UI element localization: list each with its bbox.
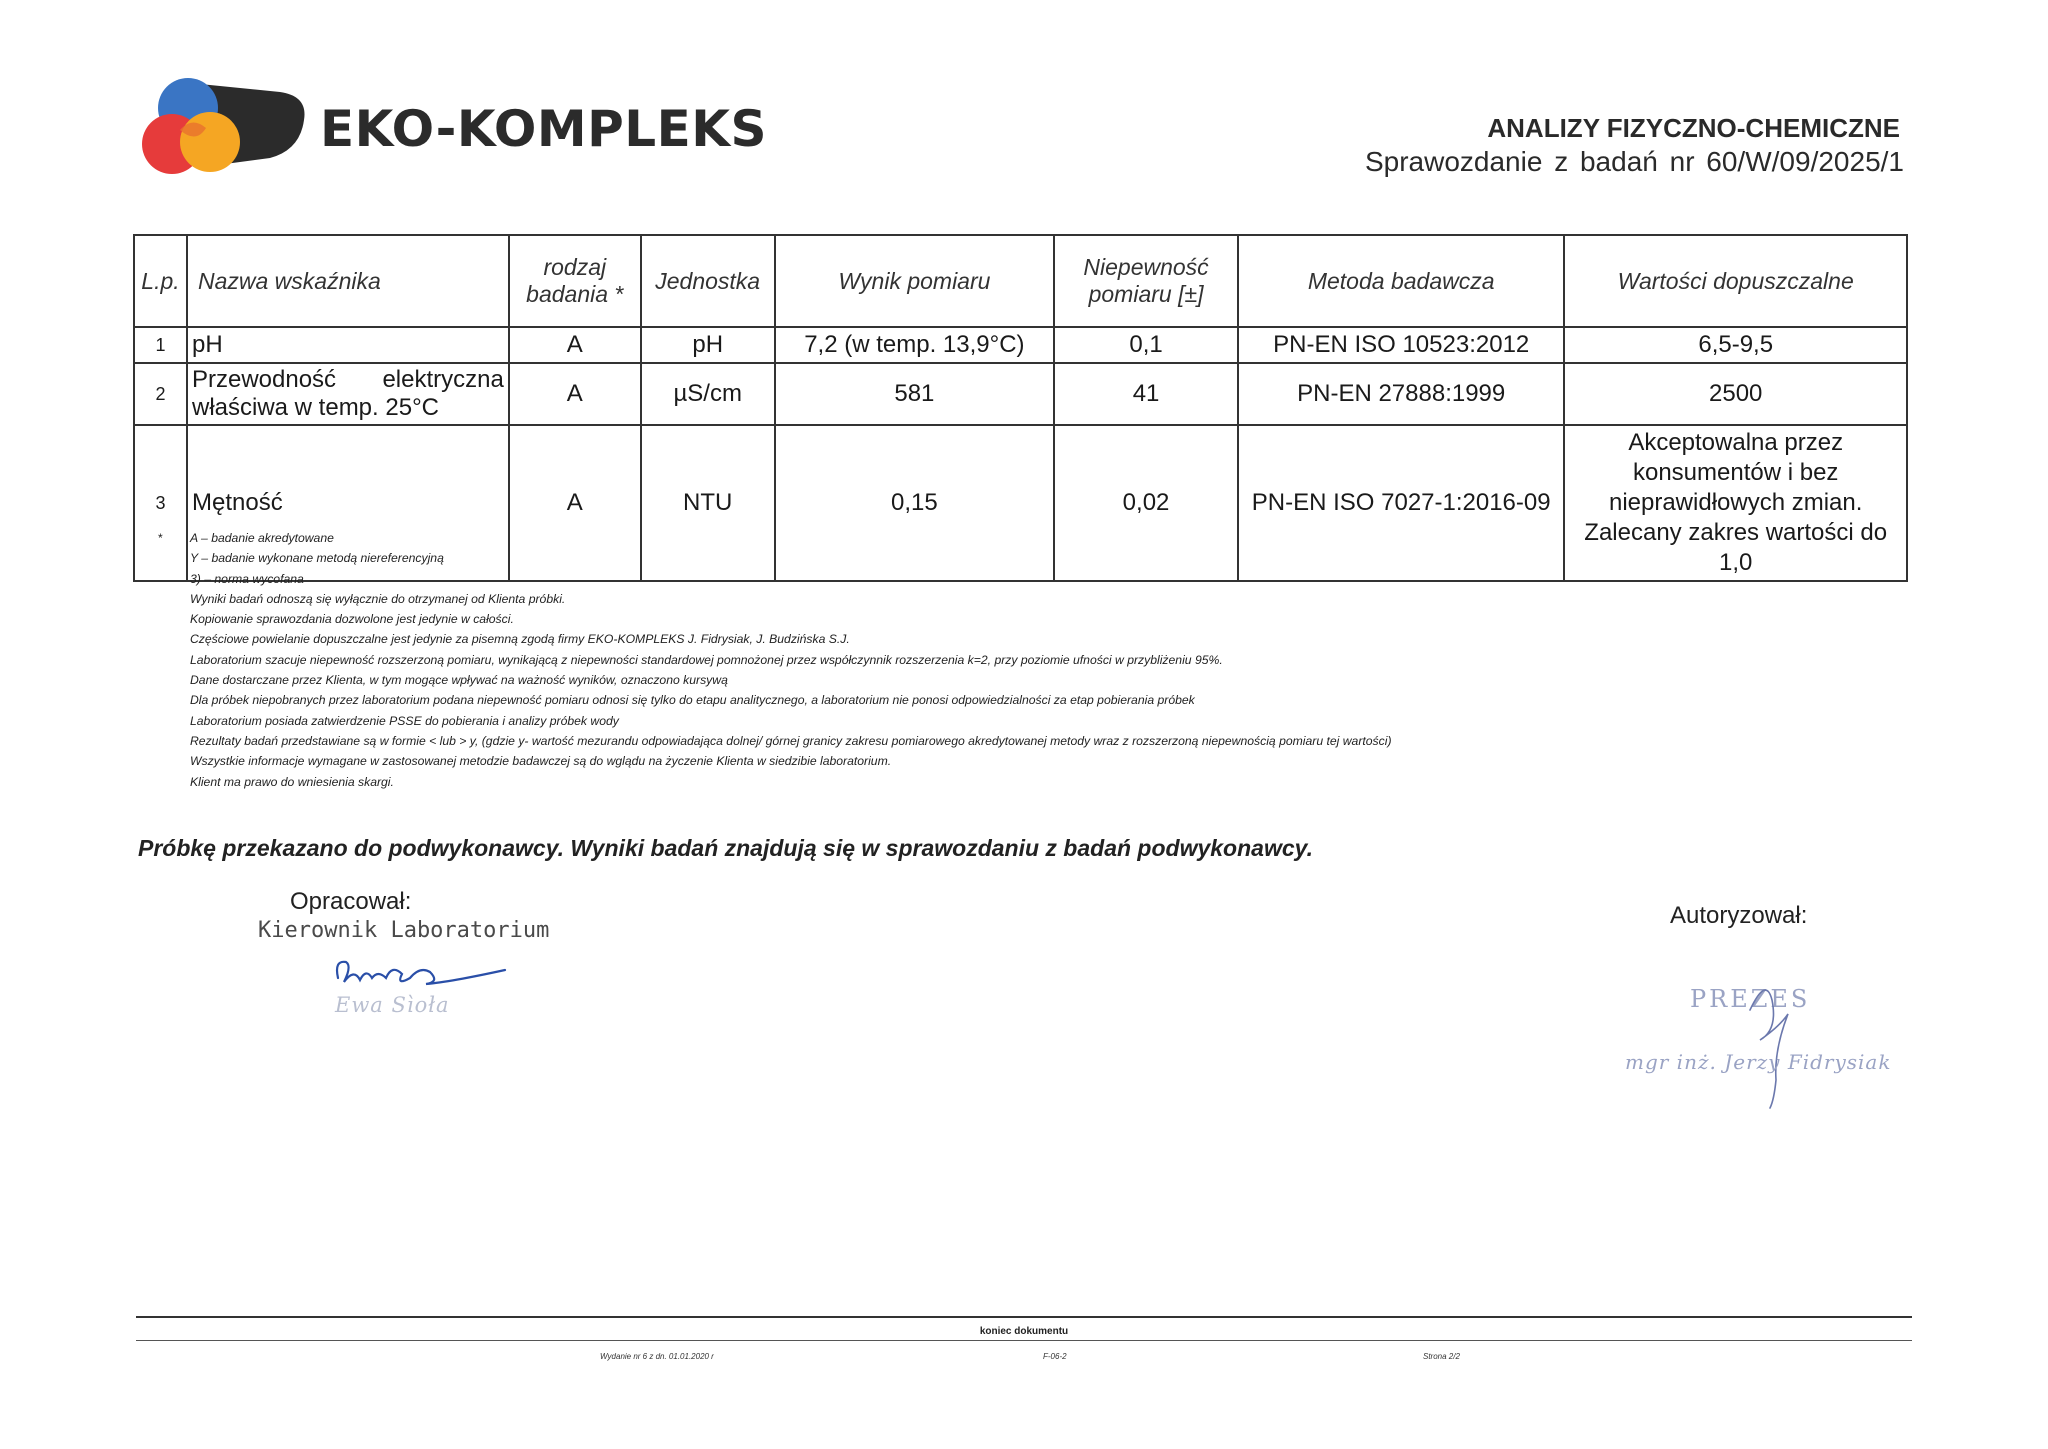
header-result: Wynik pomiaru <box>775 235 1054 327</box>
authorized-stamp: PREZES <box>1690 985 1811 1013</box>
name-line-2: właściwa w temp. 25°C <box>191 394 439 421</box>
cell-unit: NTU <box>641 425 775 581</box>
cell-method: PN-EN ISO 7027-1:2016-09 <box>1238 425 1564 581</box>
cell-name: Mętność <box>187 425 509 581</box>
cell-method: PN-EN 27888:1999 <box>1238 363 1564 425</box>
report-category: ANALIZY FIZYCZNO-CHEMICZNE <box>1487 113 1900 143</box>
cell-method: PN-EN ISO 10523:2012 <box>1238 327 1564 363</box>
signature-icon <box>1730 970 1810 1110</box>
cell-result: 0,15 <box>775 425 1054 581</box>
footnote: Dane dostarczane przez Klienta, w tym mogące wpływać na ważność wyników, oznaczono kursywą <box>190 673 728 688</box>
footer-divider <box>136 1316 1912 1318</box>
footnote-marker: * <box>158 531 163 545</box>
cell-lp: 2 <box>134 363 187 425</box>
footnote: 3) – norma wycofana <box>190 571 304 586</box>
footnote: Klient ma prawo do wniesienia skargi. <box>190 774 394 789</box>
cell-limits: Akceptowalna przez konsumentów i bez nieprawidłowych zmian. Zalecany zakres wartości do 1,0 <box>1564 425 1907 581</box>
edition-info: Wydanie nr 6 z dn. 01.01.2020 r <box>600 1352 714 1361</box>
cell-unit: pH <box>641 327 775 363</box>
footnote: Laboratorium posiada zatwierdzenie PSSE do pobierania i analizy próbek wody <box>190 713 619 728</box>
footnotes <box>158 528 1392 792</box>
cell-result: 7,2 (w temp. 13,9°C) <box>775 327 1054 363</box>
authorized-by-name: mgr inż. Jerzy Fidrysiak <box>1625 1050 1892 1074</box>
cell-result: 581 <box>775 363 1054 425</box>
cell-limits: 6,5-9,5 <box>1564 327 1907 363</box>
header-limits: Wartości dopuszczalne <box>1564 235 1907 327</box>
cell-unit: µS/cm <box>641 363 775 425</box>
cell-name <box>187 363 509 425</box>
footnote: A – badanie akredytowane <box>190 531 334 545</box>
footnote: Laboratorium szacuje niepewność rozszerzoną pomiaru, wynikającą z niepewności standardowej pomnożonej przez współczynnik rozszerzenia k=2, przy poziomie ufności w przybliżeniu 95%. <box>190 652 1223 667</box>
header-method: Metoda badawcza <box>1238 235 1564 327</box>
end-of-document: koniec dokumentu <box>979 1326 1069 1337</box>
footnote: Częściowe powielanie dopuszczalne jest jedynie za pisemną zgodą firmy EKO-KOMPLEKS J. Fidrysiak, J. Budzińska S.J. <box>190 632 850 647</box>
footnote: Rezultaty badań przedstawiane są w formie < lub > y, (gdzie y- wartość mezurandu odpowiadająca dolnej/ górnej granicy zakresu pomiarowego akredytowanej metody wraz z rozszerzoną niepewnością pomiaru tej wartości) <box>190 733 1392 748</box>
subcontract-note: Próbkę przekazano do podwykonawcy. Wyniki badań znajdują się w sprawozdaniu z badań podwykonawcy. <box>138 835 1313 861</box>
footer-divider <box>136 1340 1912 1341</box>
footnote: Y – badanie wykonane metodą niereferencyjną <box>190 551 444 566</box>
footnote: Kopiowanie sprawozdania dozwolone jest jedynie w całości. <box>190 612 514 627</box>
footnote: Dla próbek niepobranych przez laboratorium podana niepewność pomiaru odnosi się tylko do etapu analitycznego, a laboratorium nie ponosi odpowiedzialności za etap pobierania próbek <box>190 693 1195 708</box>
cell-type: A <box>509 425 641 581</box>
table-header-row <box>134 235 1907 327</box>
header-lp: L.p. <box>134 235 187 327</box>
footnote: Wszystkie informacje wymagane w zastosowanej metodzie badawczej są do wglądu na życzenie Klienta w siedzibie laboratorium. <box>190 754 892 769</box>
table-row <box>134 327 1907 363</box>
cell-type: A <box>509 327 641 363</box>
table-row <box>134 363 1907 425</box>
footnote: Wyniki badań odnoszą się wyłącznie do otrzymanej od Klienta próbki. <box>190 591 566 606</box>
brand-name: EKO-KOMPLEKS <box>320 100 768 158</box>
cell-name: pH <box>187 327 509 363</box>
header-name: Nazwa wskaźnika <box>187 235 509 327</box>
cell-uncertainty: 0,1 <box>1054 327 1238 363</box>
company-logo <box>140 70 310 180</box>
cell-lp: 3 <box>134 425 187 581</box>
header-unit: Jednostka <box>641 235 775 327</box>
cell-lp: 1 <box>134 327 187 363</box>
header-uncertainty: Niepewność pomiaru [±] <box>1054 235 1238 327</box>
authorized-by-label: Autoryzował: <box>1670 902 1808 929</box>
form-code: F-06-2 <box>1043 1352 1067 1361</box>
prepared-by-role: Kierownik Laboratorium <box>258 918 550 943</box>
cell-uncertainty: 41 <box>1054 363 1238 425</box>
prepared-by-label: Opracował: <box>290 888 412 915</box>
prepared-by-name: Ewa Sìoła <box>335 993 450 1017</box>
cell-type: A <box>509 363 641 425</box>
signature-icon <box>330 948 510 998</box>
header-type: rodzaj badania * <box>509 235 641 327</box>
cell-limits: 2500 <box>1564 363 1907 425</box>
cell-uncertainty: 0,02 <box>1054 425 1238 581</box>
report-number: Sprawozdanie z badań nr 60/W/09/2025/1 <box>1364 146 1904 177</box>
name-line-1: Przewodność elektryczna <box>191 366 504 393</box>
page-number: Strona 2/2 <box>1423 1352 1460 1361</box>
